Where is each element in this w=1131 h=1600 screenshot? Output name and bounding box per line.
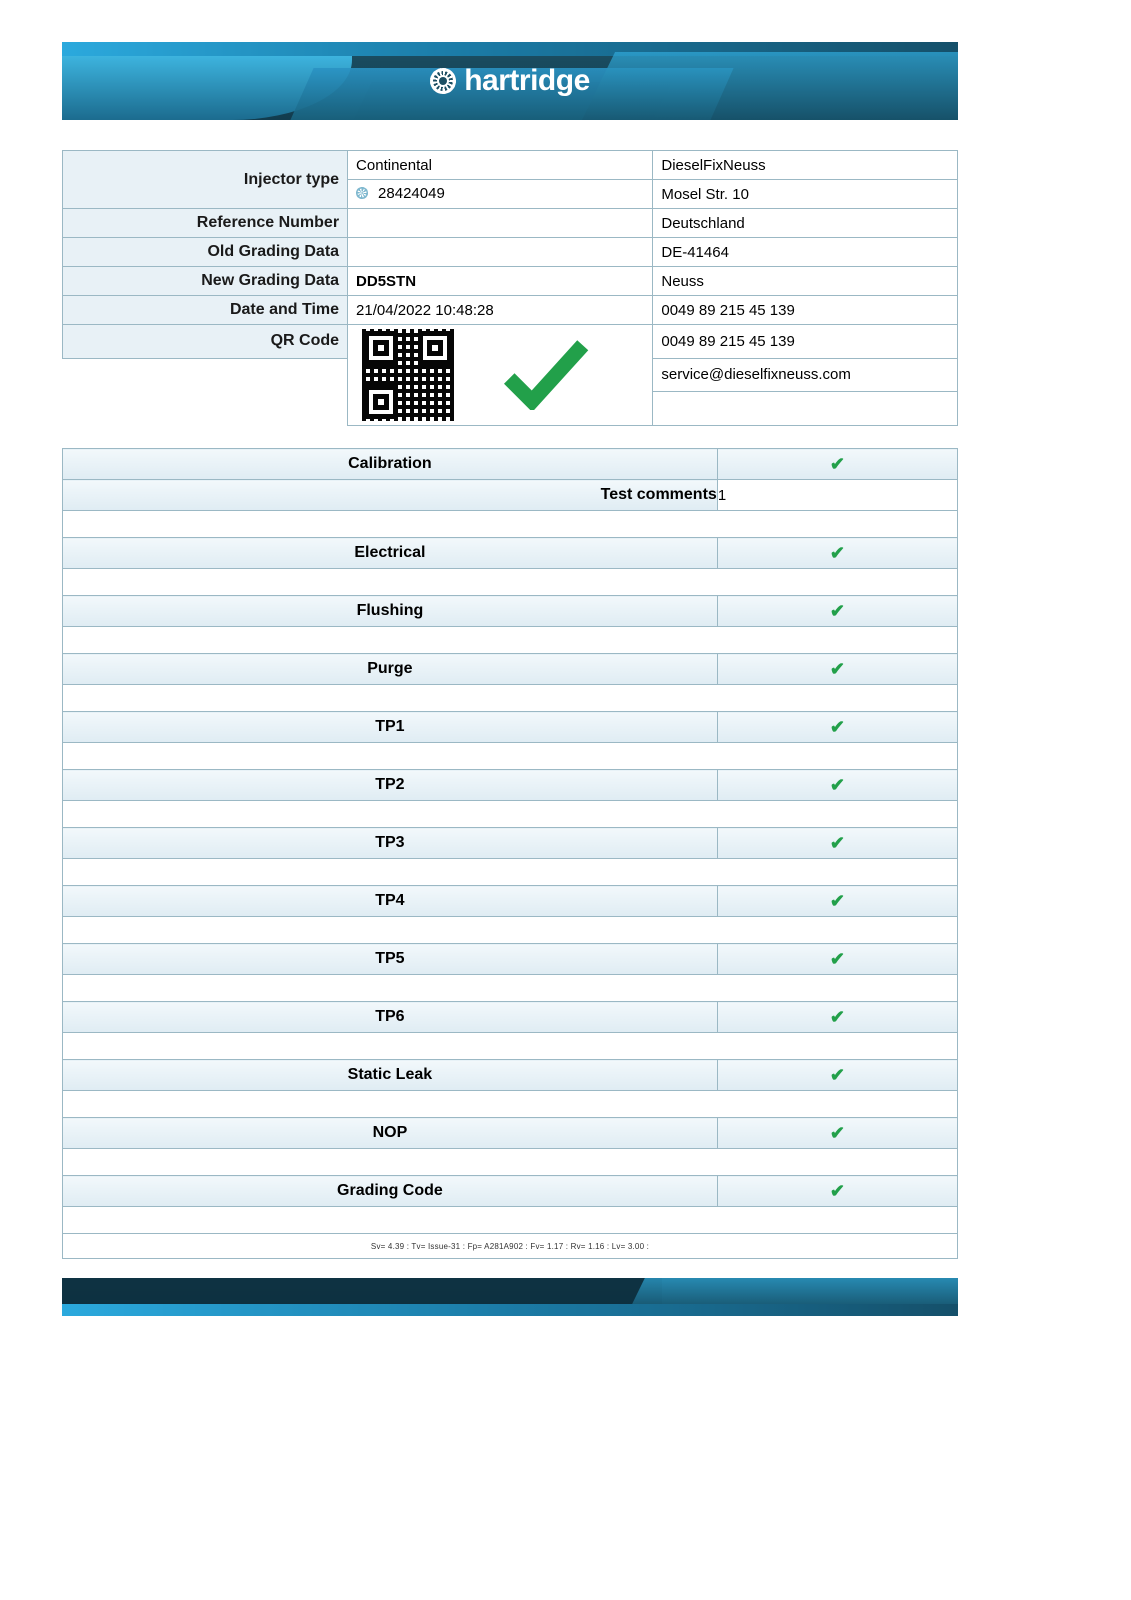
section-row-tp6 [63, 1002, 958, 1033]
spacer-row [63, 627, 958, 654]
section-label: Flushing [63, 596, 718, 627]
check-mark-icon: ✔ [829, 1064, 845, 1085]
section-row-calibration [63, 449, 958, 480]
section-label: TP5 [63, 944, 718, 975]
page-header-banner [62, 42, 958, 120]
value-old-grading-data [348, 238, 653, 267]
section-label: TP4 [63, 886, 718, 917]
table-row [63, 209, 958, 238]
status-badge [717, 944, 957, 975]
status-badge [717, 654, 957, 685]
status-badge [717, 1118, 957, 1149]
label-qr-code: QR Code [63, 325, 348, 359]
injector-info-table [62, 150, 958, 426]
turbine-wheel-icon [430, 68, 456, 94]
check-mark-icon: ✔ [829, 453, 845, 474]
section-label: TP3 [63, 828, 718, 859]
status-badge [717, 1060, 957, 1091]
section-row-tp2 [63, 770, 958, 801]
check-mark-icon: ✔ [829, 658, 845, 679]
version-footnote: Sv= 4.39 : Tv= Issue-31 : Fp= A281A902 : Fv= 1.17 : Rv= 1.16 : Lv= 3.00 : [63, 1234, 958, 1259]
spacer-row [63, 511, 958, 538]
check-mark-icon: ✔ [829, 948, 845, 969]
spacer-row [63, 743, 958, 770]
check-mark-icon: ✔ [829, 832, 845, 853]
section-row-electrical [63, 538, 958, 569]
spacer-row [63, 1091, 958, 1118]
section-row-purge [63, 654, 958, 685]
status-badge [717, 1002, 957, 1033]
footer-dark-block [62, 1278, 662, 1304]
check-mark-icon: ✔ [829, 600, 845, 621]
spacer-row [63, 859, 958, 886]
section-row-nop [63, 1118, 958, 1149]
status-badge [717, 449, 957, 480]
table-row [63, 238, 958, 267]
section-label: TP2 [63, 770, 718, 801]
table-row [63, 267, 958, 296]
section-label: Calibration [63, 449, 718, 480]
test-comments-label: Test comments [63, 480, 718, 511]
section-label: NOP [63, 1118, 718, 1149]
section-row-grading-code [63, 1176, 958, 1207]
brand-logo [62, 42, 958, 120]
label-injector-type: Injector type [63, 151, 348, 209]
section-label: TP6 [63, 1002, 718, 1033]
injector-icon [356, 187, 368, 199]
section-row-tp4 [63, 886, 958, 917]
injector-part-number-text: 28424049 [378, 184, 445, 202]
label-reference-number: Reference Number [63, 209, 348, 238]
test-results-table [62, 448, 958, 1259]
spacer-row [63, 975, 958, 1002]
footnote-row [63, 1234, 958, 1259]
customer-line-7: service@dieselfixneuss.com [653, 358, 958, 392]
label-old-grading-data: Old Grading Data [63, 238, 348, 267]
status-badge [717, 886, 957, 917]
status-badge [717, 712, 957, 743]
spacer-row [63, 917, 958, 944]
customer-line-4: Neuss [653, 267, 958, 296]
test-comments-row [63, 480, 958, 511]
check-mark-icon: ✔ [829, 774, 845, 795]
spacer-row [63, 685, 958, 712]
table-row [63, 151, 958, 180]
label-spacer [63, 358, 348, 392]
footer-stripe [62, 1304, 958, 1316]
check-mark-icon [500, 340, 592, 410]
customer-line-5: 0049 89 215 45 139 [653, 296, 958, 325]
value-injector-part-number [348, 180, 653, 209]
customer-line-3: DE-41464 [653, 238, 958, 267]
status-badge [717, 770, 957, 801]
section-row-tp3 [63, 828, 958, 859]
spacer-row [63, 1033, 958, 1060]
brand-name: hartridge [464, 64, 590, 97]
check-mark-icon: ✔ [829, 1180, 845, 1201]
check-mark-icon: ✔ [829, 716, 845, 737]
customer-line-2: Deutschland [653, 209, 958, 238]
qr-code-icon [362, 329, 454, 421]
customer-line-0: DieselFixNeuss [653, 151, 958, 180]
customer-blank [653, 392, 958, 426]
value-injector-manufacturer: Continental [348, 151, 653, 180]
spacer-row [63, 1149, 958, 1176]
value-reference-number [348, 209, 653, 238]
section-label: Static Leak [63, 1060, 718, 1091]
test-comments-value: 1 [717, 480, 957, 511]
status-badge [717, 538, 957, 569]
status-badge [717, 828, 957, 859]
label-spacer-2 [63, 392, 348, 426]
section-label: TP1 [63, 712, 718, 743]
check-mark-icon: ✔ [829, 1122, 845, 1143]
check-mark-icon: ✔ [829, 542, 845, 563]
section-row-flushing [63, 596, 958, 627]
label-date-and-time: Date and Time [63, 296, 348, 325]
check-mark-icon: ✔ [829, 1006, 845, 1027]
section-label: Grading Code [63, 1176, 718, 1207]
customer-line-6: 0049 89 215 45 139 [653, 325, 958, 359]
customer-line-1: Mosel Str. 10 [653, 180, 958, 209]
spacer-row [63, 1207, 958, 1234]
section-row-static-leak [63, 1060, 958, 1091]
check-mark-icon: ✔ [829, 890, 845, 911]
status-badge [717, 1176, 957, 1207]
value-new-grading-data: DD5STN [348, 267, 653, 296]
table-row [63, 325, 958, 359]
section-row-tp5 [63, 944, 958, 975]
label-new-grading-data: New Grading Data [63, 267, 348, 296]
spacer-row [63, 801, 958, 828]
section-label: Electrical [63, 538, 718, 569]
qr-code-cell [348, 325, 653, 426]
spacer-row [63, 569, 958, 596]
section-row-tp1 [63, 712, 958, 743]
page-footer-banner [62, 1278, 958, 1316]
value-date-and-time: 21/04/2022 10:48:28 [348, 296, 653, 325]
status-badge [717, 596, 957, 627]
table-row [63, 296, 958, 325]
section-label: Purge [63, 654, 718, 685]
